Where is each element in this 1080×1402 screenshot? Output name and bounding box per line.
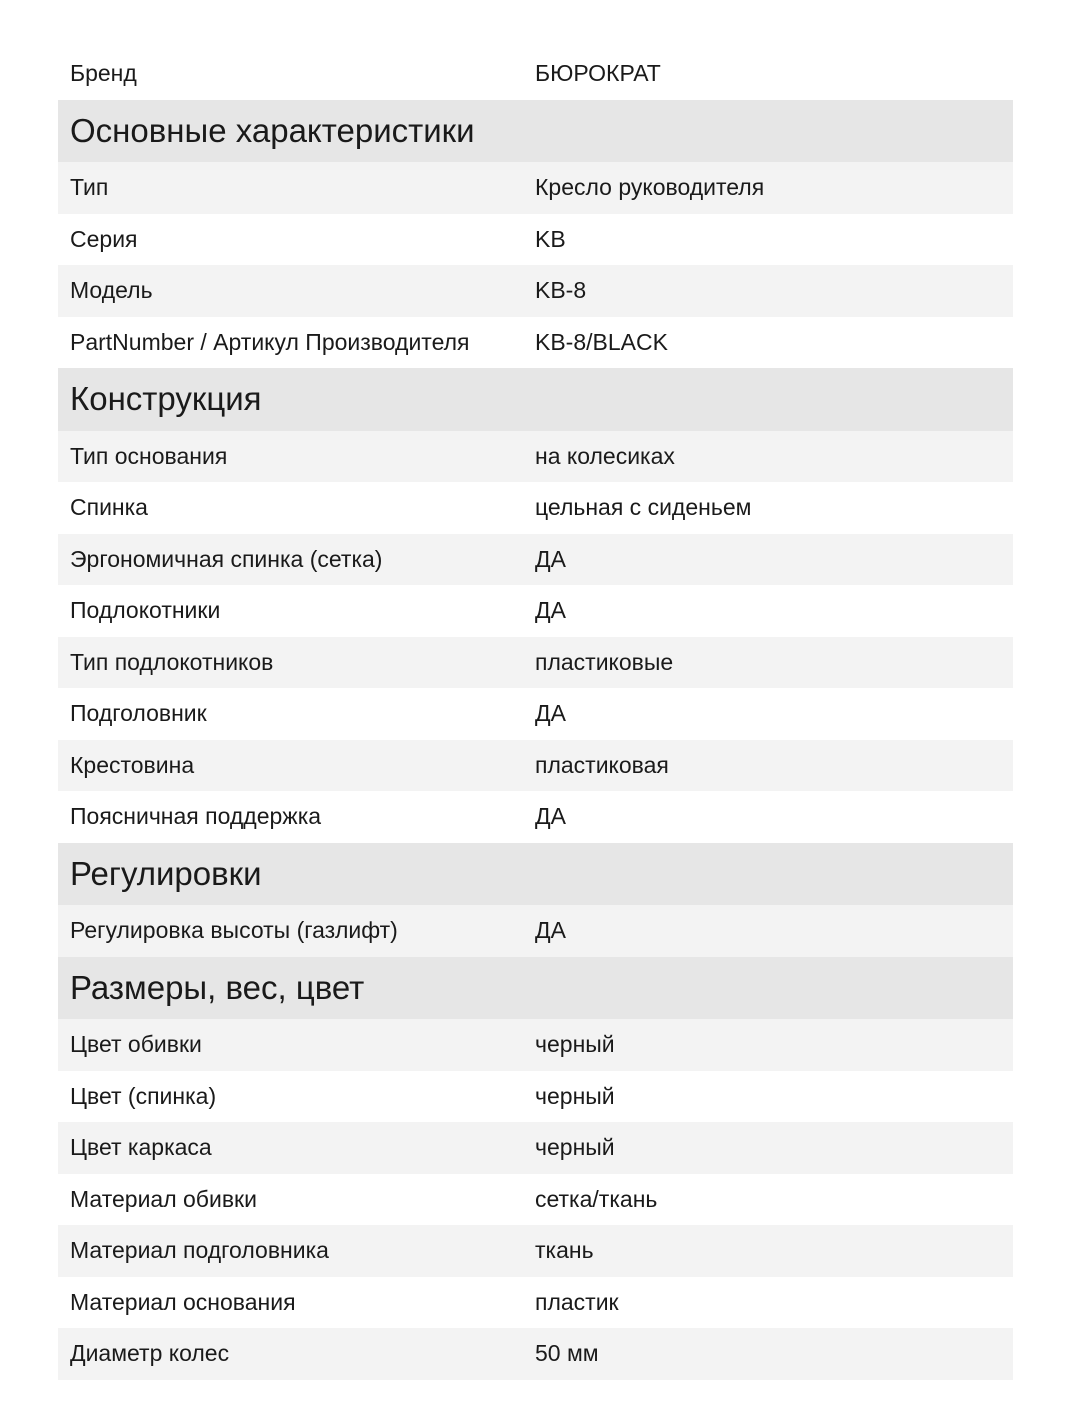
spec-value: ДА: [535, 597, 566, 624]
spec-row: [58, 265, 1013, 317]
spec-row: [58, 637, 1013, 689]
spec-value: Кресло руководителя: [535, 174, 765, 201]
section-heading: Основные характеристики: [58, 100, 1013, 163]
spec-row: [58, 688, 1013, 740]
spec-table: [58, 48, 1013, 1380]
spec-row-brand: [58, 48, 1013, 100]
spec-label: Регулировка высоты (газлифт): [70, 917, 398, 944]
spec-label: Диаметр колес: [70, 1340, 230, 1367]
spec-value: сетка/ткань: [535, 1185, 658, 1212]
spec-label: Модель: [70, 277, 153, 304]
section-heading: Регулировки: [58, 843, 1013, 906]
spec-value: черный: [535, 1134, 615, 1161]
spec-label: Материал подголовника: [70, 1237, 329, 1264]
spec-label: Тип подлокотников: [70, 648, 274, 675]
spec-row: [58, 1225, 1013, 1277]
spec-row: [58, 905, 1013, 957]
spec-row: [58, 162, 1013, 214]
spec-label: Цвет (спинка): [70, 1082, 217, 1109]
spec-value: ткань: [535, 1237, 594, 1264]
spec-row: [58, 482, 1013, 534]
spec-label: Серия: [70, 225, 138, 252]
spec-label: Материал обивки: [70, 1185, 257, 1212]
spec-label: PartNumber / Артикул Производителя: [70, 328, 470, 355]
spec-label: Спинка: [70, 494, 148, 521]
spec-value: пластиковая: [535, 751, 669, 778]
spec-value: 50 мм: [535, 1340, 599, 1367]
spec-label: Материал основания: [70, 1288, 296, 1315]
spec-value: KB-8: [535, 277, 587, 304]
spec-value: пластиковые: [535, 648, 674, 675]
spec-value: ДА: [535, 803, 566, 830]
section-heading: Конструкция: [58, 368, 1013, 431]
spec-row: [58, 740, 1013, 792]
spec-value: черный: [535, 1082, 615, 1109]
spec-row: [58, 1277, 1013, 1329]
spec-row: [58, 317, 1013, 369]
spec-label: Цвет каркаса: [70, 1134, 212, 1161]
spec-label: Крестовина: [70, 751, 195, 778]
spec-label: Тип: [70, 174, 109, 201]
spec-value: черный: [535, 1031, 615, 1058]
spec-row: [58, 1122, 1013, 1174]
spec-value: ДА: [535, 700, 566, 727]
spec-row: [58, 1328, 1013, 1380]
spec-row: [58, 1174, 1013, 1226]
spec-value: БЮРОКРАТ: [535, 60, 661, 87]
spec-label: Эргономичная спинка (сетка): [70, 545, 383, 572]
spec-value: пластик: [535, 1288, 619, 1315]
spec-value: ДА: [535, 545, 566, 572]
spec-label: Подголовник: [70, 700, 207, 727]
spec-label: Тип основания: [70, 442, 228, 469]
spec-row: [58, 1019, 1013, 1071]
spec-label: Поясничная поддержка: [70, 803, 322, 830]
spec-value: KB-8/BLACK: [535, 328, 668, 355]
section-heading: Размеры, вес, цвет: [58, 957, 1013, 1020]
spec-row: [58, 214, 1013, 266]
spec-row: [58, 791, 1013, 843]
spec-row: [58, 431, 1013, 483]
spec-value: ДА: [535, 917, 566, 944]
spec-value: на колесиках: [535, 442, 675, 469]
spec-row: [58, 585, 1013, 637]
spec-value: цельная с сиденьем: [535, 494, 752, 521]
spec-row: [58, 1071, 1013, 1123]
spec-row: [58, 534, 1013, 586]
spec-value: KB: [535, 225, 566, 252]
spec-label: Подлокотники: [70, 597, 221, 624]
spec-label: Бренд: [70, 60, 137, 87]
spec-label: Цвет обивки: [70, 1031, 202, 1058]
